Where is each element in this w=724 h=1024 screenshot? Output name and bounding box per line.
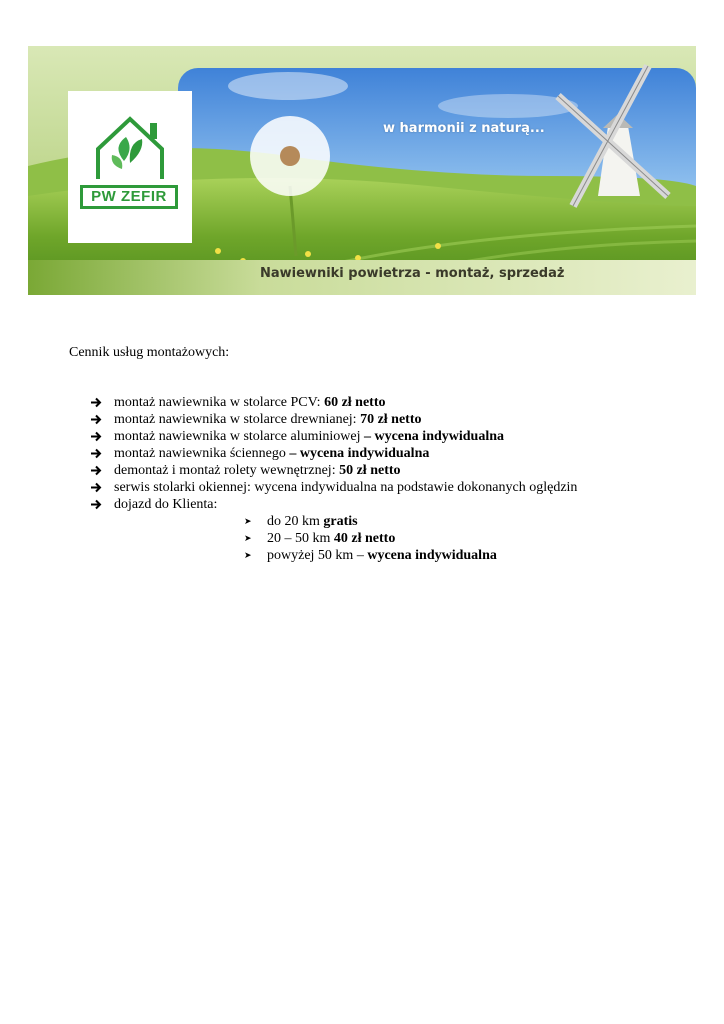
item-text: montaż nawiewnika w stolarce PCV: xyxy=(114,395,325,410)
price-list-heading: Cennik usług montażowych: xyxy=(69,345,230,360)
chevron-right-icon: ➤ xyxy=(244,516,252,526)
right-arrow-icon xyxy=(90,496,104,513)
chevron-right-icon: ➤ xyxy=(244,533,252,543)
right-arrow-icon xyxy=(90,445,104,462)
item-text: dojazd do Klienta: xyxy=(114,497,218,512)
subitem-text: powyżej 50 km – xyxy=(267,548,368,563)
item-price: 70 zł netto xyxy=(360,412,422,427)
item-text: montaż nawiewnika w stolarce aluminiowej xyxy=(114,429,364,444)
item-price: – wycena indywidualna xyxy=(289,446,430,461)
item-text: demontaż i montaż rolety wewnętrznej: xyxy=(114,463,340,478)
sub-list-item xyxy=(0,513,724,530)
list-item xyxy=(0,496,724,513)
list-item xyxy=(0,479,724,496)
right-arrow-icon xyxy=(90,479,104,496)
sub-list-item xyxy=(0,530,724,547)
right-arrow-icon xyxy=(90,394,104,411)
subitem-price: 40 zł netto xyxy=(333,531,396,546)
header-banner xyxy=(28,46,696,295)
list-item xyxy=(0,462,724,479)
logo-text: PW ZEFIR xyxy=(80,185,178,209)
subitem-text: 20 – 50 km xyxy=(267,531,334,546)
subitem-price: wycena indywidualna xyxy=(367,548,497,563)
right-arrow-icon xyxy=(90,411,104,428)
list-item xyxy=(0,411,724,428)
banner-subtitle: Nawiewniki powietrza - montaż, sprzedaż xyxy=(260,266,565,281)
list-item xyxy=(0,428,724,445)
price-list xyxy=(0,394,724,564)
item-text: montaż nawiewnika w stolarce drewnianej: xyxy=(114,412,361,427)
subitem-price: gratis xyxy=(323,514,358,529)
item-text: serwis stolarki okiennej: wycena indywidualna na podstawie dokonanych oględzin xyxy=(114,480,578,495)
item-price: 60 zł netto xyxy=(324,395,386,410)
right-arrow-icon xyxy=(90,462,104,479)
logo-card xyxy=(68,91,192,243)
banner-tagline: w harmonii z naturą... xyxy=(383,121,545,136)
item-price: 50 zł netto xyxy=(339,463,401,478)
list-item xyxy=(0,445,724,462)
chevron-right-icon: ➤ xyxy=(244,550,252,560)
item-text: montaż nawiewnika ściennego xyxy=(114,446,290,461)
sub-list-item xyxy=(0,547,724,564)
right-arrow-icon xyxy=(90,428,104,445)
house-leaf-logo-icon xyxy=(68,91,192,243)
item-price: – wycena indywidualna xyxy=(363,429,505,444)
subitem-text: do 20 km xyxy=(267,514,324,529)
list-item xyxy=(0,394,724,411)
